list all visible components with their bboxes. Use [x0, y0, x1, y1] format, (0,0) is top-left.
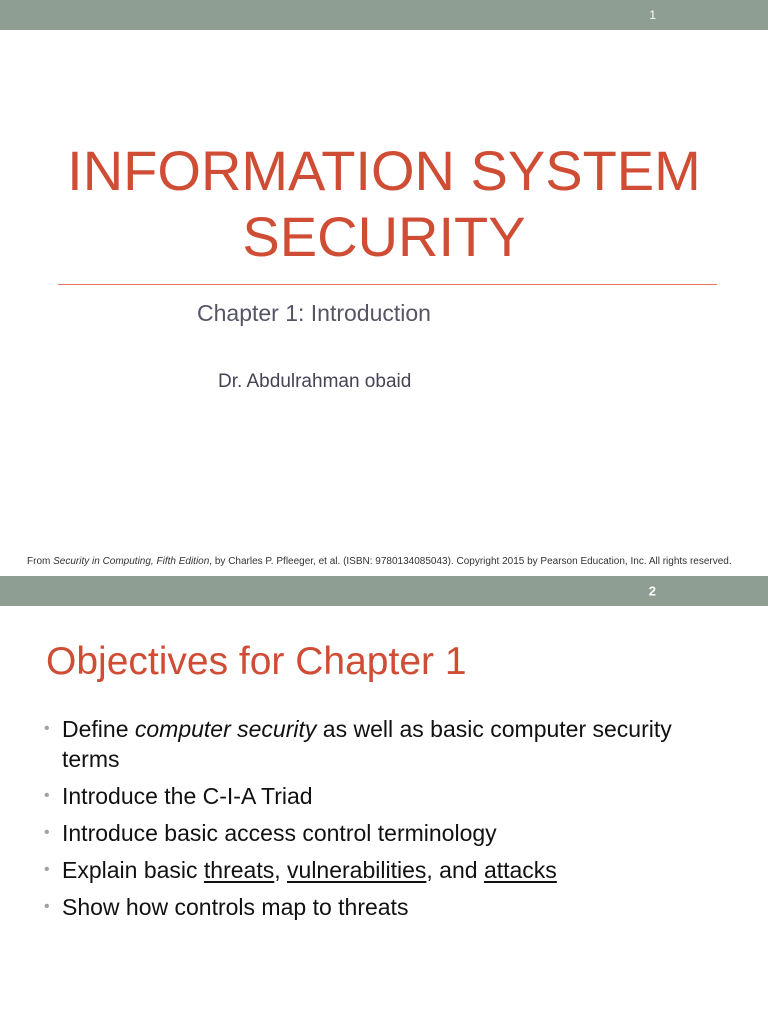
bullet-text: Introduce basic access control terminology — [62, 820, 497, 846]
slide-subtitle: Chapter 1: Introduction — [197, 300, 431, 326]
slide-title — [0, 138, 768, 270]
source-citation — [27, 556, 732, 567]
slide-header-band — [0, 0, 768, 30]
title-line: INFORMATION SYSTEM — [67, 139, 701, 202]
bullet-icon: • — [44, 861, 50, 878]
list-item — [44, 855, 684, 885]
bullet-icon: • — [44, 824, 50, 841]
bullet-text: Introduce the C-I-A Triad — [62, 783, 313, 809]
term-attacks: attacks — [483, 857, 557, 883]
term-threats: threats — [203, 857, 275, 883]
citation-prefix: From — [27, 556, 54, 567]
list-item — [44, 714, 684, 774]
bullet-emphasis: computer security — [134, 716, 317, 742]
slide-author: Dr. Abdulrahman obaid — [218, 371, 412, 392]
slide-number: 2 — [648, 583, 656, 599]
slide-title: Objectives for Chapter 1 — [46, 640, 467, 683]
bullet-icon: • — [44, 787, 50, 804]
bullet-text: as well as basic computer security terms — [62, 716, 672, 772]
slide-header-band — [0, 576, 768, 606]
slide-number: 1 — [649, 8, 656, 22]
objectives-list — [44, 714, 684, 929]
bullet-text: Explain basic — [62, 857, 204, 883]
bullet-icon: • — [44, 898, 50, 915]
title-line: SECURITY — [242, 205, 526, 268]
list-item — [44, 818, 684, 848]
bullet-icon: • — [44, 720, 50, 737]
term-vulnerabilities: vulnerabilities — [287, 857, 427, 883]
citation-suffix: , by Charles P. Pfleeger, et al. (ISBN: 9780134085043). Copyright 2015 by Pearson Education, Inc. All rights reserved. — [209, 556, 732, 567]
title-divider — [58, 284, 717, 285]
bullet-text: , — [274, 857, 288, 883]
citation-book-title: Security in Computing, Fifth Edition — [53, 556, 210, 567]
bullet-text: Show how controls map to threats — [62, 894, 409, 920]
list-item — [44, 781, 684, 811]
bullet-text: Define — [62, 716, 135, 742]
list-item — [44, 892, 684, 922]
bullet-text: , and — [426, 857, 484, 883]
